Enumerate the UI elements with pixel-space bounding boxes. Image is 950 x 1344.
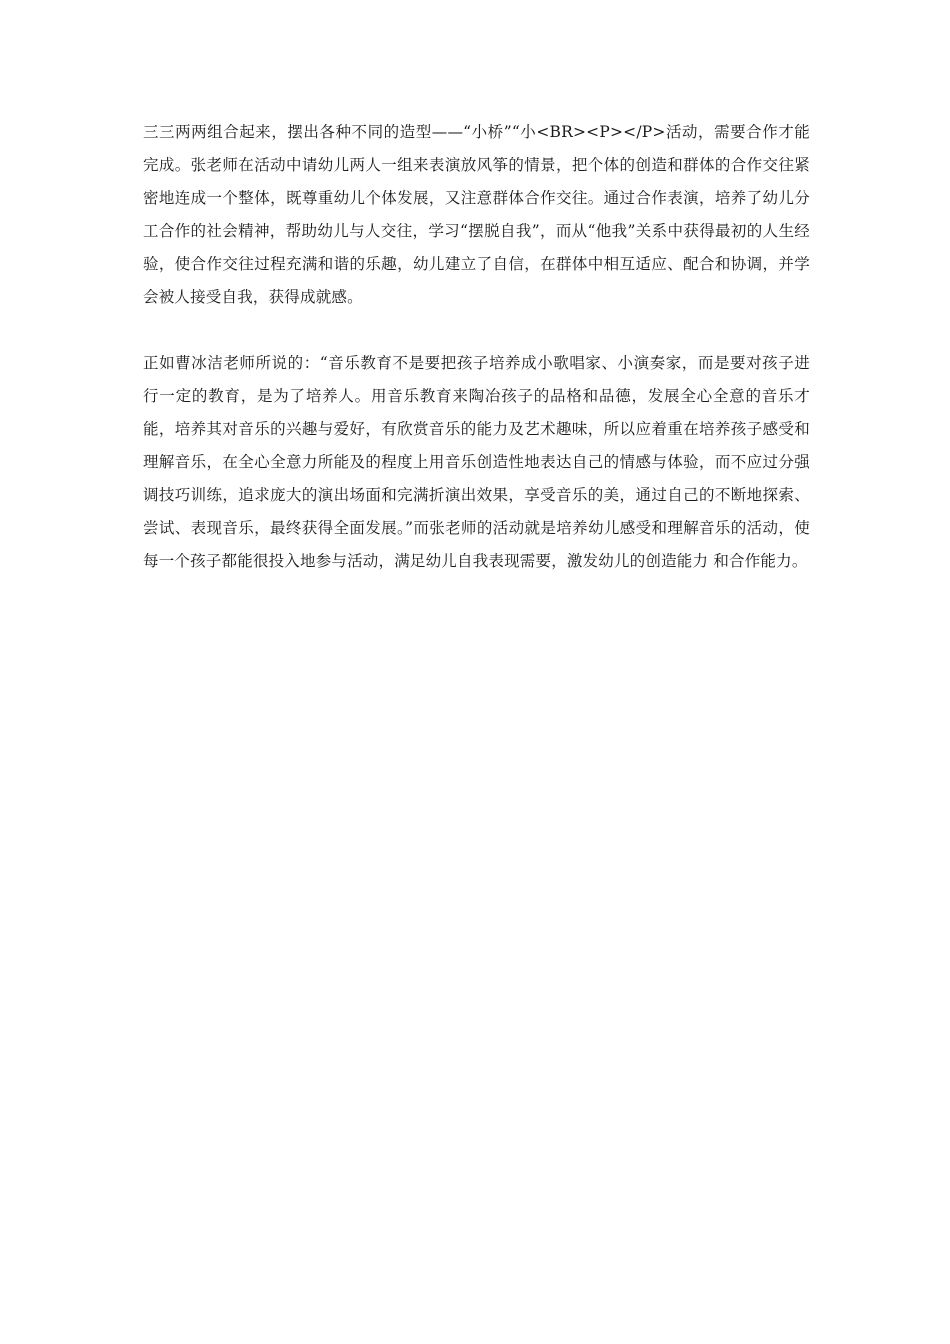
- document-body: [143, 116, 810, 578]
- paragraph-cooperation: 三三两两组合起来，摆出各种不同的造型——“小桥”“小<BR><P></P>活动，需要合作才能完成。张老师在活动中请幼儿两人一组来表演放风筝的情景，把个体的创造和群体的合作交往紧密地连成一个整体，既尊重幼儿个体发展，又注意群体合作交往。通过合作表演，培养了幼儿分工合作的社会精神，帮助幼儿与人交往，学习“摆脱自我”，而从“他我”关系中获得最初的人生经验，使合作交往过程充满和谐的乐趣，幼儿建立了自信，在群体中相互适应、配合和协调，并学会被人接受自我，获得成就感。: [143, 123, 810, 306]
- paragraph-music-education-quote: 正如曹冰洁老师所说的：“音乐教育不是要把孩子培养成小歌唱家、小演奏家，而是要对孩子进行一定的教育，是为了培养人。用音乐教育来陶冶孩子的品格和品德，发展全心全意的音乐才能，培养其对音乐的兴趣与爱好，有欣赏音乐的能力及艺术趣味，所以应着重在培养孩子感受和理解音乐，在全心全意力所能及的程度上用音乐创造性地表达自己的情感与体验，而不应过分强调技巧训练，追求庞大的演出场面和完满折演出效果，享受音乐的美，通过自己的不断地探索、尝试、表现音乐，最终获得全面发展。”而张老师的活动就是培养幼儿感受和理解音乐的活动，使每一个孩子都能很投入地参与活动，满足幼儿自我表现需要，激发幼儿的创造能力 和合作能力。: [143, 354, 810, 570]
